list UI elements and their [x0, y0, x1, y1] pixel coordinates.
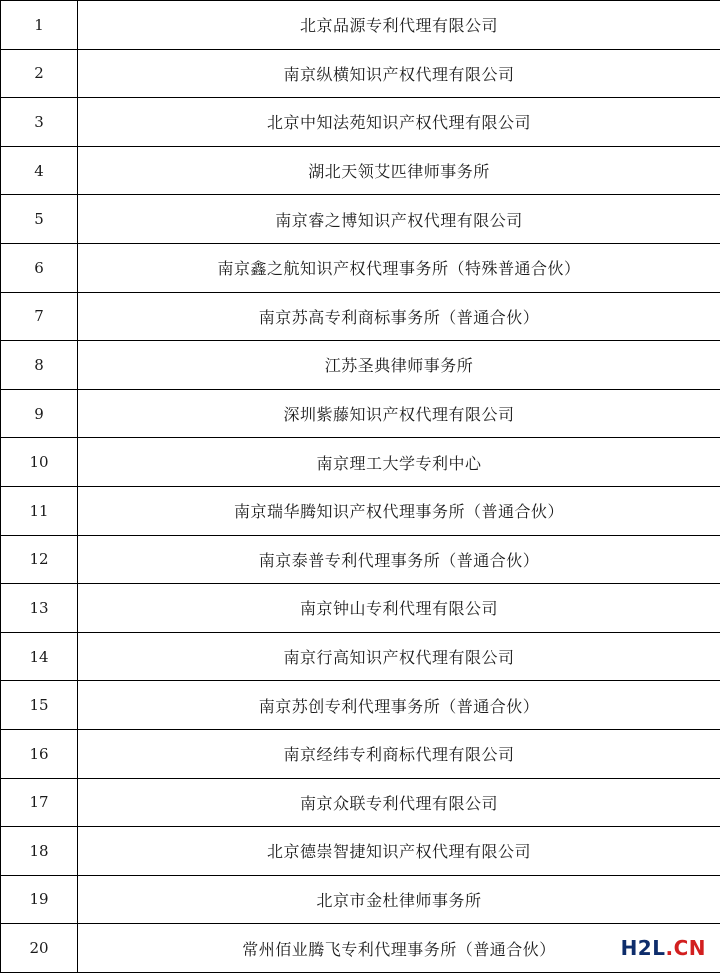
- row-number: 20: [1, 924, 78, 973]
- row-number: 15: [1, 681, 78, 730]
- site-watermark: [619, 936, 708, 960]
- row-number: 12: [1, 535, 78, 584]
- row-number: 11: [1, 486, 78, 535]
- table-row: [1, 438, 720, 487]
- agency-name: 湖北天领艾匹律师事务所: [78, 146, 720, 195]
- table-row: [1, 146, 720, 195]
- agency-name: 南京瑞华腾知识产权代理事务所（普通合伙）: [78, 486, 720, 535]
- table-row: [1, 681, 720, 730]
- table-row: [1, 1, 720, 50]
- agency-name: 北京市金杜律师事务所: [78, 875, 720, 924]
- agency-name: 常州佰业腾飞专利代理事务所（普通合伙）: [78, 924, 720, 973]
- table-row: [1, 584, 720, 633]
- row-number: 10: [1, 438, 78, 487]
- table-row: [1, 49, 720, 98]
- row-number: 1: [1, 1, 78, 50]
- agency-name: 深圳紫藤知识产权代理有限公司: [78, 389, 720, 438]
- agency-name: 南京钟山专利代理有限公司: [78, 584, 720, 633]
- row-number: 19: [1, 875, 78, 924]
- agency-table-body: [1, 1, 720, 973]
- agency-name: 南京行高知识产权代理有限公司: [78, 632, 720, 681]
- agency-name: 南京纵横知识产权代理有限公司: [78, 49, 720, 98]
- agency-name: 南京睿之博知识产权代理有限公司: [78, 195, 720, 244]
- table-row: [1, 778, 720, 827]
- row-number: 8: [1, 341, 78, 390]
- agency-name: 北京中知法苑知识产权代理有限公司: [78, 98, 720, 147]
- table-row: [1, 729, 720, 778]
- agency-name: 北京品源专利代理有限公司: [78, 1, 720, 50]
- table-row: [1, 632, 720, 681]
- agency-name: 南京鑫之航知识产权代理事务所（特殊普通合伙）: [78, 243, 720, 292]
- row-number: 4: [1, 146, 78, 195]
- row-number: 14: [1, 632, 78, 681]
- table-row: [1, 535, 720, 584]
- agency-name: 南京经纬专利商标代理有限公司: [78, 729, 720, 778]
- agency-name: 北京德崇智捷知识产权代理有限公司: [78, 827, 720, 876]
- watermark-h2l: H2L: [621, 936, 666, 960]
- row-number: 6: [1, 243, 78, 292]
- row-number: 7: [1, 292, 78, 341]
- agency-name: 南京理工大学专利中心: [78, 438, 720, 487]
- agency-name: 南京众联专利代理有限公司: [78, 778, 720, 827]
- table-row: [1, 486, 720, 535]
- agency-name: 南京泰普专利代理事务所（普通合伙）: [78, 535, 720, 584]
- table-row: [1, 341, 720, 390]
- row-number: 5: [1, 195, 78, 244]
- agency-name: 南京苏高专利商标事务所（普通合伙）: [78, 292, 720, 341]
- agency-name: 江苏圣典律师事务所: [78, 341, 720, 390]
- table-row: [1, 243, 720, 292]
- table-row: [1, 98, 720, 147]
- agency-name: 南京苏创专利代理事务所（普通合伙）: [78, 681, 720, 730]
- table-row: [1, 389, 720, 438]
- table-row: [1, 292, 720, 341]
- row-number: 2: [1, 49, 78, 98]
- table-row: [1, 924, 720, 973]
- row-number: 18: [1, 827, 78, 876]
- watermark-cn: CN: [674, 936, 706, 960]
- table-row: [1, 875, 720, 924]
- table-row: [1, 195, 720, 244]
- row-number: 17: [1, 778, 78, 827]
- row-number: 16: [1, 729, 78, 778]
- row-number: 13: [1, 584, 78, 633]
- watermark-dot: .: [665, 936, 673, 960]
- table-row: [1, 827, 720, 876]
- row-number: 9: [1, 389, 78, 438]
- row-number: 3: [1, 98, 78, 147]
